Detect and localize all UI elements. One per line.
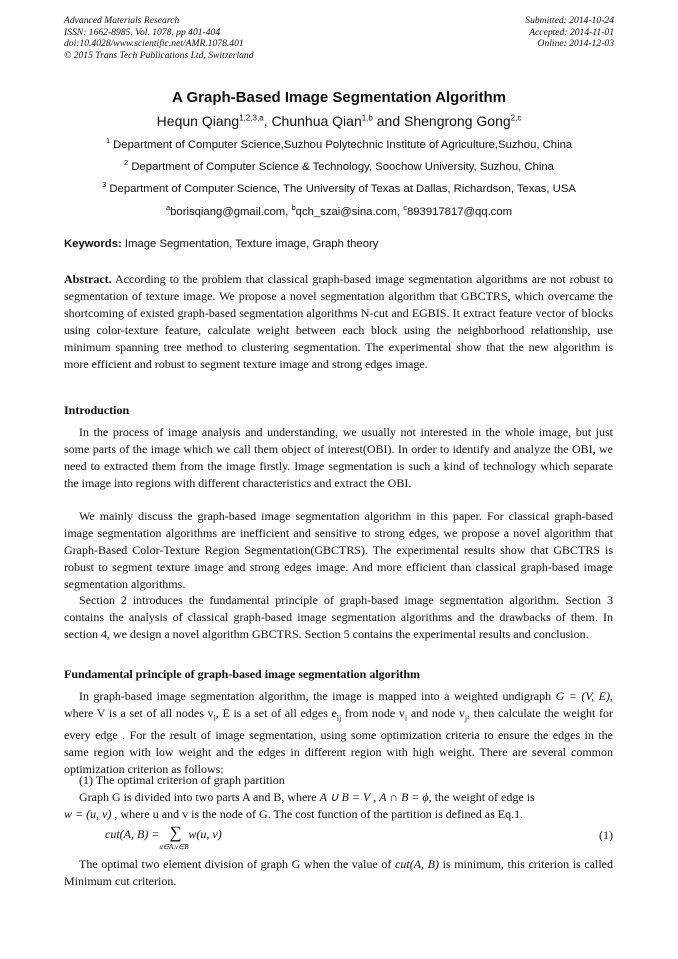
partition-comma: ,	[370, 790, 380, 804]
affiliation-2	[0, 158, 678, 173]
dates-info	[525, 15, 614, 50]
fp1-text-c: , E is a set of all edges e	[215, 705, 337, 720]
author-separator: and	[372, 113, 404, 129]
affiliation-1-text: Department of Computer Science,Suzhou Polytechnic Institute of Agriculture,Suzhou, China	[113, 138, 573, 151]
author-emails	[0, 203, 678, 218]
abstract-label: Abstract.	[64, 272, 112, 286]
keywords	[64, 238, 378, 250]
author-1: Hequn Qiang	[156, 113, 240, 129]
intro-para-3: Section 2 introduces the fundamental principle of graph-based image segmentation algorithm. Section 3 contains the analysis of classical graph-based image segmentation algorithms and the drawbacks of them. In section 4, we design a novel algorithm GBCTRS. Section 5 contains the experimental results and conclusion.	[64, 593, 613, 641]
partition-line	[79, 790, 628, 805]
criterion-line: (1) The optimal criterion of graph partition	[79, 773, 285, 787]
fp1-text-f: , then calculate the weight for every edge . For the result of image segmentation, using some optimization criteria to ensure the edges in the same region with low weight and the edges in different region with high weight. There are several common optimization criterion as follows:	[64, 705, 614, 777]
author-2: Chunhua Qian	[271, 113, 362, 129]
affiliation-2-text: Department of Computer Science & Technology, Soochow University, Suzhou, China	[131, 160, 554, 173]
eq-lhs: cut(A, B) =	[105, 827, 163, 841]
keywords-text: Image Segmentation, Texture image, Graph theory	[121, 238, 379, 250]
weight-text: , where u and v is the node of G. The cost function of the partition is defined as Eq.1.	[111, 807, 524, 821]
sub-i: i	[213, 713, 216, 723]
affiliation-3-text: Department of Computer Science, The University of Texas at Dallas, Richardson, Texas, USA	[109, 182, 576, 195]
issn: ISSN: 1662-8985, Vol. 1078, pp 401-404	[64, 26, 221, 38]
sum-operator	[159, 823, 189, 851]
affiliation-1	[0, 136, 678, 151]
affiliation-3-num: 3	[102, 180, 107, 189]
journal-name: Advanced Materials Research	[64, 15, 180, 26]
author-3-sup: 2,c	[510, 113, 522, 123]
author-separator: ,	[263, 113, 272, 129]
fp1-text-b: , where V is a set of all nodes v	[64, 689, 613, 720]
weight-notation: w = (u, v)	[64, 807, 112, 821]
author-3: Shengrong Gong	[404, 113, 511, 129]
partition-text-b: , the weight of edge is	[428, 790, 535, 804]
journal-info	[64, 15, 254, 61]
abstract	[64, 271, 613, 372]
fp1-text-d: from node v	[341, 705, 405, 720]
fundamental-heading: Fundamental principle of graph-based image segmentation algorithm	[64, 667, 420, 681]
eq-rhs: w(u, v)	[188, 827, 222, 841]
affiliation-1-num: 1	[105, 136, 110, 145]
sum-symbol: ∑	[169, 823, 182, 842]
paper-title: A Graph-Based Image Segmentation Algorithm	[172, 89, 506, 106]
fp1-text-a: In graph-based image segmentation algorithm, the image is mapped into a weighted undigraph	[79, 689, 556, 703]
fp2-text-a: The optimal two element division of graph G when the value of	[79, 857, 396, 871]
email-c-mark: c	[403, 203, 407, 212]
copyright: © 2015 Trans Tech Publications Ltd, Switzerland	[64, 49, 254, 61]
email-a-mark: a	[165, 203, 171, 212]
sub-j: j	[464, 713, 468, 723]
keywords-label: Keywords:	[64, 238, 122, 250]
sub-ij: ij	[336, 713, 342, 723]
affiliation-2-num: 2	[124, 158, 129, 167]
fundamental-para-2	[64, 856, 613, 890]
partition-text-a: Graph G is divided into two parts A and B, where	[79, 790, 320, 804]
email-c[interactable]: 893917817@qq.com	[406, 205, 513, 218]
graph-notation: G = (V, E)	[555, 689, 610, 703]
sum-subscript: u∈A,v∈B	[159, 843, 189, 851]
intersection-notation: A ∩ B = ϕ	[379, 790, 429, 804]
email-b[interactable]: qch_szai@sina.com,	[295, 205, 404, 218]
author-1-sup: 1,2,3,a	[239, 113, 264, 123]
cut-notation: cut(A, B)	[395, 857, 439, 871]
email-b-mark: b	[291, 203, 296, 212]
intro-para-2: We mainly discuss the graph-based image segmentation algorithm in this paper. For classical graph-based image segmentation algorithms are inefficient and sensitive to strong edges, we propose a novel algorithm that Graph-Based Color-Texture Region Segmentation(GBCTRS). The experimental results show that GBCTRS is robust to segment texture image and strong edges image. And more efficient than classical graph-based image segmentation algorithms.	[64, 509, 613, 591]
equation-number: (1)	[599, 828, 613, 842]
fp2-text-b: is minimum, this criterion is called Minimum cut criterion.	[64, 857, 613, 888]
accepted-date: Accepted: 2014-11-01	[529, 26, 614, 38]
author-line	[0, 113, 678, 129]
affiliation-3	[0, 180, 678, 195]
intro-para-1: In the process of image analysis and understanding, we usually not interested in the whole image, but just some parts of the image which we call them object of interest(OBI). In order to identify and analyze the OBI, we need to extracted them from the image firstly. Image segmentation is such a kind of technology which separate the image into regions with different characteristics and extract the OBI.	[64, 425, 613, 490]
fp1-text-e: and node v	[407, 705, 465, 720]
abstract-text: According to the problem that classical graph-based image segmentation algorithms are not robust to segmentation of texture image. We propose a novel segmentation algorithm that GBCTRS, which overcame the shortcoming of existed graph-based segmentation algorithms N-cut and EGBIS. It extract feature vector of blocks using color-texture feature, calculate weight between each block using the neighborhood relationship, use minimum spanning tree method to clustering segmentation. The experimental show that the new algorithm is more efficient and robust to segment texture image and strong edges image.	[64, 272, 613, 371]
online-date: Online: 2014-12-03	[537, 38, 614, 50]
sub-i: i	[404, 713, 408, 723]
author-2-sup: 1,b	[361, 113, 373, 123]
submitted-date: Submitted: 2014-10-24	[525, 15, 614, 26]
doi: doi:10.4028/www.scientific.net/AMR.1078.401	[64, 38, 244, 50]
email-a[interactable]: borisqiang@gmail.com,	[170, 205, 292, 218]
fundamental-para-1	[64, 688, 613, 778]
weight-line	[64, 807, 613, 822]
union-notation: A ∪ B = V	[319, 790, 371, 804]
intro-heading: Introduction	[64, 403, 130, 417]
equation-1	[105, 823, 654, 851]
